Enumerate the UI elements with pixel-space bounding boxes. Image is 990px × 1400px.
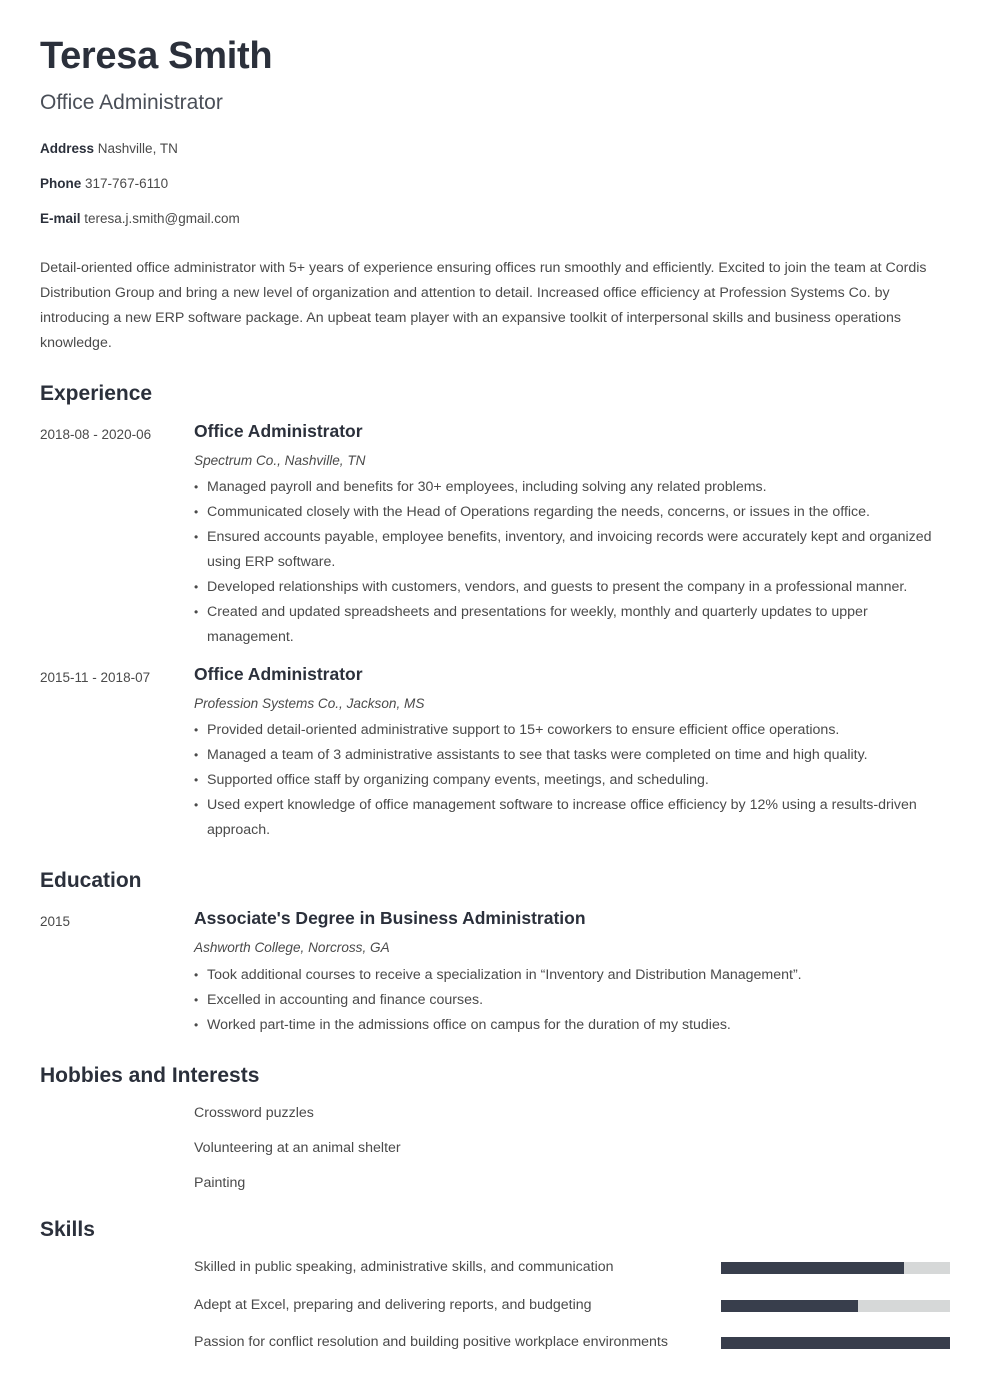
section-education (40, 869, 950, 1037)
experience-entry (40, 421, 950, 650)
education-entry (40, 908, 950, 1037)
bullet-item: • Excelled in accounting and finance courses. (194, 988, 950, 1013)
education-bullets (194, 963, 950, 1038)
professional-summary: Detail-oriented office administrator with 5+ years of experience ensuring offices run smoothly and efficiently. Excited to join the team at Cordis Distribution Group and bring a new level of organization and attention to detail. Increased office efficiency at Profession Systems Co. by introducing a new ERP software package. An upbeat team player with an expansive toolkit of interpersonal skills and business operations knowledge. (40, 259, 927, 351)
experience-bullets (194, 475, 950, 650)
skill-row (194, 1259, 950, 1277)
skill-label: Passion for conflict resolution and building positive workplace environments (194, 1334, 668, 1351)
education-degree: Associate's Degree in Business Administration (194, 908, 586, 929)
hobbies-list (194, 1105, 950, 1192)
list-item: Crossword puzzles (194, 1104, 314, 1121)
bullet-item: • Developed relationships with customers, vendors, and guests to present the company in a professional manner. (194, 575, 950, 600)
skills-body (194, 1257, 950, 1352)
education-school: Ashworth College, Norcross, GA (194, 940, 390, 956)
section-title-experience: Experience (40, 381, 153, 405)
skill-bar-track (721, 1262, 950, 1274)
candidate-job-title: Office Administrator (40, 90, 223, 114)
bullet-item: • Provided detail-oriented administrative support to 15+ coworkers to ensure efficient office operations. (194, 718, 950, 743)
section-skills (40, 1218, 950, 1352)
skill-bar-fill (721, 1337, 950, 1349)
skill-bar-track (721, 1300, 950, 1312)
section-title-skills: Skills (40, 1217, 95, 1241)
experience-role: Office Administrator (194, 663, 363, 684)
experience-bullets (194, 718, 950, 843)
section-hobbies (40, 1064, 950, 1192)
experience-role: Office Administrator (194, 420, 363, 441)
section-title-hobbies: Hobbies and Interests (40, 1063, 260, 1087)
bullet-item: • Ensured accounts payable, employee benefits, inventory, and invoicing records were accurately kept and organized using ERP software. (194, 525, 950, 575)
section-title-education: Education (40, 869, 142, 893)
experience-employer: Spectrum Co., Nashville, TN (194, 452, 366, 468)
list-item: Volunteering at an animal shelter (194, 1139, 401, 1156)
skill-bar-fill (721, 1262, 904, 1274)
contact-label-address: Address (40, 140, 95, 156)
bullet-item: • Took additional courses to receive a specialization in “Inventory and Distribution Management”. (194, 963, 950, 988)
hobbies-body (194, 1103, 950, 1192)
experience-employer: Profession Systems Co., Jackson, MS (194, 695, 425, 711)
experience-date: 2015-11 - 2018-07 (40, 669, 151, 685)
skill-bar-fill (721, 1300, 858, 1312)
contact-block (40, 141, 950, 228)
candidate-name: Teresa Smith (40, 35, 273, 77)
contact-row-email (40, 211, 950, 227)
education-body (194, 908, 950, 1037)
skill-label: Skilled in public speaking, administrative skills, and communication (194, 1258, 614, 1275)
contact-row-address (40, 141, 950, 157)
education-date: 2015 (40, 914, 71, 930)
experience-date: 2018-08 - 2020-06 (40, 426, 152, 442)
skill-row (194, 1297, 950, 1315)
contact-row-phone (40, 176, 950, 192)
bullet-item: • Communicated closely with the Head of Operations regarding the needs, concerns, or issues in the office. (194, 500, 950, 525)
skill-label: Adept at Excel, preparing and delivering reports, and budgeting (194, 1296, 592, 1313)
bullet-item: • Created and updated spreadsheets and presentations for weekly, monthly and quarterly updates to upper management. (194, 600, 950, 650)
bullet-item: • Managed a team of 3 administrative assistants to see that tasks were completed on time and high quality. (194, 743, 950, 768)
section-experience (40, 382, 950, 844)
experience-entry (40, 664, 950, 843)
skill-row (194, 1334, 950, 1352)
contact-label-email: E-mail (40, 211, 81, 227)
skill-bar-track (721, 1337, 950, 1349)
contact-value-address: Nashville, TN (97, 140, 178, 156)
resume-header (40, 36, 950, 228)
bullet-item: • Managed payroll and benefits for 30+ employees, including solving any related problems. (194, 475, 950, 500)
list-item: Painting (194, 1174, 246, 1191)
experience-body (194, 664, 950, 843)
bullet-item: • Worked part-time in the admissions office on campus for the duration of my studies. (194, 1013, 950, 1038)
bullet-item: • Supported office staff by organizing company events, meetings, and scheduling. (194, 768, 950, 793)
bullet-item: • Used expert knowledge of office management software to increase office efficiency by 12% using a results-driven approach. (194, 793, 950, 843)
contact-value-phone: 317-767-6110 (85, 176, 169, 192)
contact-value-email: teresa.j.smith@gmail.com (84, 211, 240, 227)
contact-label-phone: Phone (40, 176, 82, 192)
experience-body (194, 421, 950, 650)
